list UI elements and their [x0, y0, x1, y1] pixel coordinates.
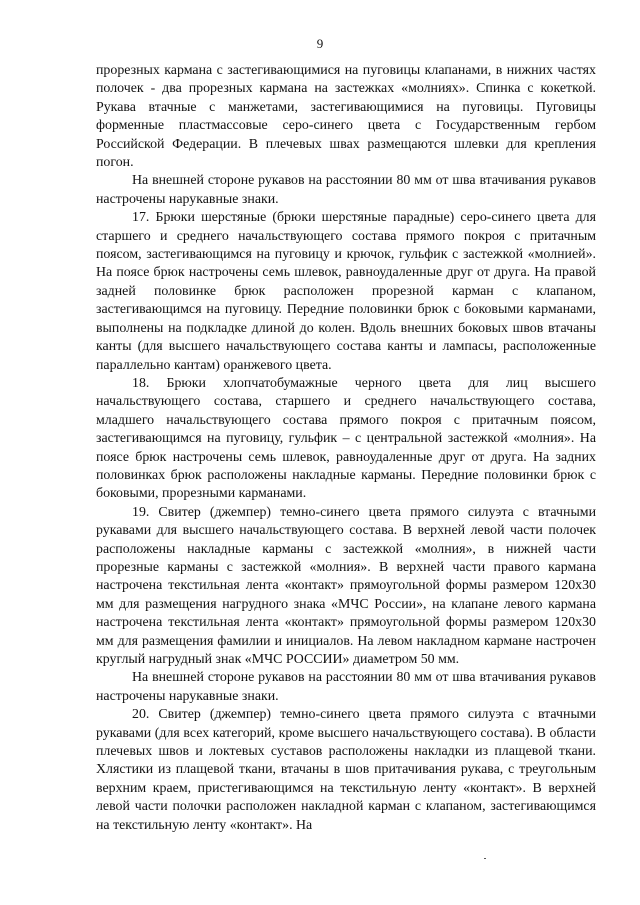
document-body [96, 62, 596, 835]
paragraph-sleeve-badges: На внешней стороне рукавов на расстоянии 80 мм от шва втачивания рукавов настрочены нарукавные знаки. [96, 173, 596, 207]
scan-speck [484, 858, 486, 859]
paragraph-item-17: 17. Брюки шерстяные (брюки шерстяные парадные) серо-синего цвета для старшего и среднего начальствующего состава прямого покроя с притачным поясом, застегивающимся на пуговицу и крючок, гульфик с застежкой «молнией». На поясе брюк настрочены семь шлевок, равноудаленные друг от друга. На правой задней половинке брюк расположен прорезной карман с клапаном, застегивающимся на пуговицу. Передние половинки брюк с боковыми карманами, выполнены на подкладке длиной до колен. Вдоль внешних боковых швов втачаны канты (для высшего начальствующего состава канты и лампасы, расположенные параллельно кантам) оранжевого цвета. [96, 210, 596, 373]
page-number: 9 [316, 36, 324, 51]
paragraph-sleeve-badges: На внешней стороне рукавов на расстоянии 80 мм от шва втачивания рукавов настрочены нарукавные знаки. [96, 670, 596, 704]
paragraph-item-19: 19. Свитер (джемпер) темно-синего цвета прямого силуэта с втачными рукавами для высшего начальствующего состава. В верхней левой части полочек расположены накладные карманы с застежкой «молния», в нижней части прорезные карманы с застежкой «молния». В верхней части правого кармана настрочена текстильная лента «контакт» прямоугольной формы размером 120x30 мм для размещения нагрудного знака «МЧС России», на клапане левого кармана настрочена текстильная лента «контакт» прямоугольной формы размером 120x30 мм для размещения фамилии и инициалов. На левом накладном кармане настрочен круглый нагрудный знак «МЧС РОССИИ» диаметром 50 мм. [96, 504, 596, 667]
paragraph-continuation: прорезных кармана с застегивающимися на пуговицы клапанами, в нижних частях полочек - два прорезных кармана на застежках «молниях». Спинка с кокеткой. Рукава втачные с манжетами, застегивающимися на пуговицы. Пуговицы форменные пластмассовые серо-синего цвета с Государственным гербом Российской Федерации. В плечевых швах размещаются шлевки для крепления погон. [96, 63, 596, 171]
paragraph-item-18: 18. Брюки хлопчатобумажные черного цвета для лиц высшего начальствующего состава, старшего и среднего начальствующего состава, младшего начальствующего состава прямого покроя с притачным поясом, застегивающимся на пуговицу, гульфик – с центральной застежкой «молния». На поясе брюк настрочены семь шлевок, равноудаленные друг от друга. На задних половинках брюк расположены накладные карманы. Передние половинки брюк с боковыми, прорезными карманами. [96, 375, 596, 502]
paragraph-item-20: 20. Свитер (джемпер) темно-синего цвета прямого силуэта с втачными рукавами (для всех категорий, кроме высшего начальствующего состава). В области плечевых швов и локтевых суставов расположены накладки из плащевой ткани. Хлястики из плащевой ткани, втачаны в шов притачивания рукава, с треугольным верхним краем, пристегивающимся на текстильную ленту «контакт». В верхней левой части полочки расположен накладной карман с клапаном, застегивающимся на текстильную ленту «контакт». На [96, 707, 596, 833]
